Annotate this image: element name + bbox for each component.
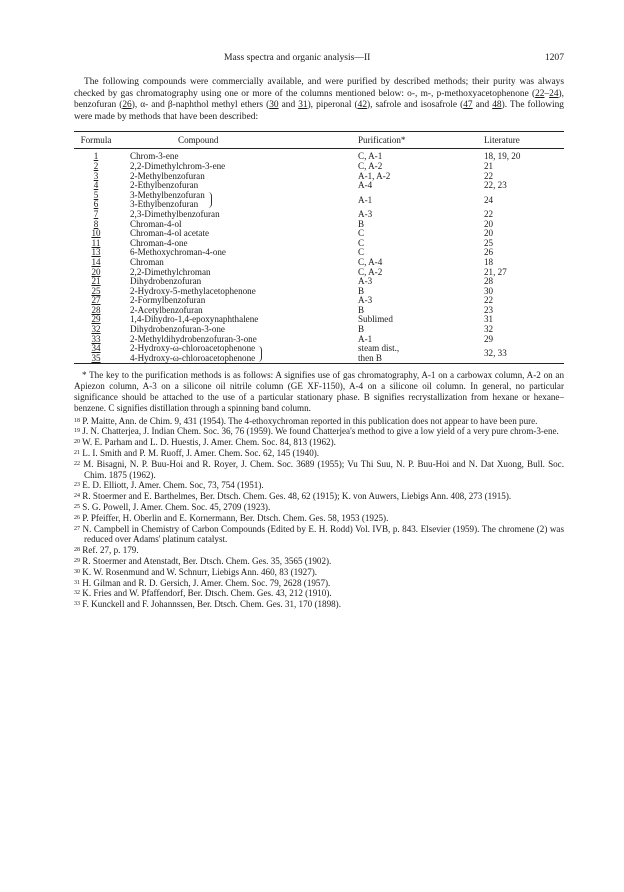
literature-refs: 21 xyxy=(484,160,494,171)
literature-refs: 28 xyxy=(484,276,494,287)
literature-refs: 26 xyxy=(484,247,494,258)
compound-name: Dihydrobenzofuran-3-one xyxy=(130,324,225,335)
table-header-row xyxy=(74,132,564,149)
purification-key-footnote: * The key to the purification methods is as follows: A signifies use of gas chromatography, A-1 on a carbowax column, A-2 on an Apiezon column, A-3 on a silicone oil nitrile column (GE XF-1150), A-4 on a silicone oil column. In general, no particular significance should be attached to the use of a particular stationary phase. B signifies recrystallization from hexane or hexane–benzene. C signifies distillation through a spinning band column. xyxy=(74,370,564,413)
literature-refs: 32 xyxy=(484,324,494,335)
purification-method: C, A-2 xyxy=(358,266,383,277)
purification-method: C xyxy=(358,237,365,248)
purification-method: A-3 xyxy=(358,295,373,306)
literature-refs: 22 xyxy=(484,170,494,181)
literature-refs: 20 xyxy=(484,228,494,239)
reference-number: 23 xyxy=(74,482,80,489)
compound-name: 2,2-Dimethylchrom-3-ene xyxy=(130,160,226,171)
reference-text: P. Maitte, Ann. de Chim. 9, 431 (1954). The 4-ethoxychroman reported in this publication does not appear to have been pure. xyxy=(82,415,538,426)
literature-refs: 22 xyxy=(484,208,494,219)
compound-name: Chroman-4-ol xyxy=(130,218,182,229)
purification-method: C, A-1 xyxy=(358,151,383,162)
formula-number: 10 xyxy=(91,228,101,239)
formula-number: 28 xyxy=(91,304,101,315)
formula-number: 7 xyxy=(93,208,99,219)
reference-item xyxy=(74,448,564,459)
formula-number: 33 xyxy=(91,333,101,344)
reference-number: 21 xyxy=(74,450,80,457)
formula-number: 25 xyxy=(91,285,101,296)
reference-list xyxy=(74,416,564,610)
formula-number: 5 6 xyxy=(93,189,99,210)
reference-item xyxy=(74,599,564,610)
reference-number: 32 xyxy=(74,590,80,597)
literature-refs: 30 xyxy=(484,285,494,296)
formula-number: 21 xyxy=(91,276,101,287)
header-compound: Compound xyxy=(178,135,219,146)
footnotes xyxy=(74,370,564,610)
purification-method: B xyxy=(358,218,365,229)
reference-number: 25 xyxy=(74,504,80,510)
formula-number: 27 xyxy=(91,295,101,306)
purification-method: A-3 xyxy=(358,208,373,219)
purification-method: Sublimed xyxy=(358,314,393,325)
reference-number: 29 xyxy=(74,557,80,564)
reference-item xyxy=(74,524,564,546)
compound-name: 2-Methylbenzofuran xyxy=(130,170,205,181)
reference-number: 31 xyxy=(74,579,80,586)
compound-name: Chroman xyxy=(130,256,164,267)
brace-mark xyxy=(257,346,262,362)
reference-number: 19 xyxy=(74,428,80,435)
formula-number: 11 xyxy=(91,237,101,248)
compound-name: 2,3-Dimethylbenzofuran xyxy=(130,208,220,219)
header-purification: Purification* xyxy=(358,135,406,146)
literature-refs: 32, 33 xyxy=(484,348,507,359)
literature-refs: 23 xyxy=(484,304,494,315)
formula-number: 8 xyxy=(93,218,99,229)
formula-number: 14 xyxy=(91,256,101,267)
page-number: 1207 xyxy=(544,52,564,63)
reference-text: L. I. Smith and P. M. Ruoff, J. Amer. Chem. Soc. 62, 145 (1940). xyxy=(82,448,320,459)
purification-method: A-3 xyxy=(358,276,373,287)
brace-mark xyxy=(207,192,212,208)
table-body xyxy=(74,149,564,364)
reference-item xyxy=(74,545,564,556)
compound-name: 2-Methyldihydrobenzofuran-3-one xyxy=(130,333,257,344)
reference-text: Ref. 27, p. 179. xyxy=(82,545,139,556)
literature-refs: 31 xyxy=(484,314,494,325)
reference-number: 26 xyxy=(74,514,80,521)
compound-name: Dihydrobenzofuran xyxy=(130,276,202,287)
reference-text: K. Fries and W. Pfaffendorf, Ber. Dtsch. Chem. Ges. 43, 212 (1910). xyxy=(82,588,332,599)
header-literature: Literature xyxy=(484,135,520,146)
compound-name: Chrom-3-ene xyxy=(130,151,179,162)
reference-text: F. Kunckell and F. Johannssen, Ber. Dtsch. Chem. Ges. 31, 170 (1898). xyxy=(82,599,341,610)
reference-text: R. Stoermer and E. Barthelmes, Ber. Dtsch. Chem. Ges. 48, 62 (1915); K. von Auwers, Liebigs Ann. 408, 273 (1915). xyxy=(82,491,512,502)
reference-item xyxy=(74,513,564,524)
running-header xyxy=(74,52,564,68)
compound-name: 1,4-Dihydro-1,4-epoxynaphthalene xyxy=(130,314,259,325)
reference-text: K. W. Rosenmund and W. Schnurr, Liebigs Ann. 460, 83 (1927). xyxy=(82,566,318,577)
reference-item xyxy=(74,416,564,427)
compound-name: 2-Ethylbenzofuran xyxy=(130,180,199,191)
reference-item xyxy=(74,426,564,437)
compounds-table xyxy=(74,131,564,364)
formula-number: 32 xyxy=(91,324,101,335)
compound-name: 6-Methoxychroman-4-one xyxy=(130,247,226,258)
reference-item xyxy=(74,437,564,448)
purification-method: B xyxy=(358,324,365,335)
reference-item xyxy=(74,480,564,491)
reference-text: S. G. Powell, J. Amer. Chem. Soc. 45, 2709 (1923). xyxy=(82,502,271,512)
literature-refs: 21, 27 xyxy=(484,266,507,277)
running-title: Mass spectra and organic analysis—II xyxy=(224,52,371,63)
intro-paragraph: The following compounds were commercially available, and were purified by described methods; their purity was always checked by gas chromatography using one or more of the columns mentioned below: o-, m-, p-methoxyacetophenone (22–24), benzofuran (26), α- and β-naphthol methyl ethers (30 and 31), piperonal (42), safrole and isosafrole (47 and 48). The following were made by methods that have been described: xyxy=(74,77,564,122)
reference-number: 28 xyxy=(74,547,80,554)
purification-method: C, A-2 xyxy=(358,160,383,171)
formula-number: 34 35 xyxy=(91,343,101,363)
purification-method: A-1 xyxy=(358,333,373,344)
purification-method: A-4 xyxy=(358,180,373,191)
literature-refs: 18 xyxy=(484,256,494,267)
compound-name: 2-Hydroxy-ω-chloroacetophenone 4-Hydroxy-ω-chloroacetophenone xyxy=(118,344,340,364)
literature-refs: 24 xyxy=(484,194,494,205)
literature-refs: 25 xyxy=(484,237,494,248)
table-row-group xyxy=(74,344,564,364)
reference-item xyxy=(74,588,564,599)
reference-item xyxy=(74,567,564,578)
reference-number: 27 xyxy=(74,525,80,532)
purification-method: B xyxy=(358,304,365,315)
reference-text: E. D. Elliott, J. Amer. Chem. Soc, 73, 754 (1951). xyxy=(82,480,264,491)
table-row xyxy=(74,149,564,162)
header-formula: Formula xyxy=(80,135,112,146)
literature-refs: 22, 23 xyxy=(484,180,507,191)
reference-number: 22 xyxy=(74,460,80,467)
reference-text: W. E. Parham and L. D. Huestis, J. Amer. Chem. Soc. 84, 813 (1962). xyxy=(82,437,336,448)
purification-method: A-1 xyxy=(358,194,373,205)
formula-number: 13 xyxy=(91,247,101,258)
reference-text: N. Campbell in Chemistry of Carbon Compounds (Edited by E. H. Rodd) Vol. IVB, p. 843. Elsevier (1959). The chromene (2) was reduced over Adams' platinum catalyst. xyxy=(82,523,564,545)
compound-name: 2-Formylbenzofuran xyxy=(130,295,206,306)
literature-refs: 20 xyxy=(484,218,494,229)
formula-number: 4 xyxy=(93,180,99,191)
formula-number: 1 xyxy=(93,151,99,162)
reference-text: R. Stoermer and Atenstadt, Ber. Dtsch. Chem. Ges. 35, 3565 (1902). xyxy=(82,555,332,566)
reference-number: 30 xyxy=(74,568,80,575)
purification-method: C xyxy=(358,247,365,258)
reference-text: P. Pfeiffer, H. Oberlin and E. Kornermann, Ber. Dtsch. Chem. Ges. 58, 1953 (1925). xyxy=(82,512,389,523)
reference-text: M. Bisagni, N. P. Buu-Hoi and R. Royer, J. Chem. Soc. 3689 (1955); Vu Thi Suu, N. P. Buu-Hoi and N. Dat Xuong, Bull. Soc. Chim. 1875 (1962). xyxy=(83,458,564,480)
purification-method: C xyxy=(358,228,365,239)
compound-name: 2-Acetylbenzofuran xyxy=(130,304,203,315)
compound-name: 2,2-Dimethylchroman xyxy=(130,266,211,277)
table-row-group xyxy=(74,191,564,210)
reference-text: H. Gilman and R. D. Gersich, J. Amer. Chem. Soc. 79, 2628 (1957). xyxy=(82,577,331,588)
reference-number: 20 xyxy=(74,439,80,446)
reference-item xyxy=(74,578,564,589)
reference-item xyxy=(74,502,564,513)
purification-method: A-1, A-2 xyxy=(358,170,391,181)
reference-item xyxy=(74,556,564,567)
reference-item xyxy=(74,491,564,502)
reference-text: J. N. Chatterjea, J. Indian Chem. Soc. 36, 76 (1959). We found Chatterjea's method to give a low yield of a very pure chrom-3-ene. xyxy=(82,426,559,437)
formula-number: 29 xyxy=(91,314,101,325)
reference-number: 24 xyxy=(74,493,80,500)
purification-method: C, A-4 xyxy=(358,256,383,267)
reference-number: 18 xyxy=(74,417,80,424)
purification-method: steam dist., then B xyxy=(358,343,400,363)
formula-number: 3 xyxy=(93,170,99,181)
compound-name: 2-Hydroxy-5-methylacetophenone xyxy=(130,285,256,296)
compound-name: Chroman-4-ol acetate xyxy=(130,228,210,239)
formula-number: 2 xyxy=(93,160,99,171)
reference-item xyxy=(74,459,564,481)
literature-refs: 22 xyxy=(484,295,494,306)
purification-method: B xyxy=(358,285,365,296)
literature-refs: 18, 19, 20 xyxy=(484,151,521,162)
paper-page xyxy=(74,52,564,610)
literature-refs: 29 xyxy=(484,333,494,344)
formula-number: 20 xyxy=(91,266,101,277)
compound-name: 3-Methylbenzofuran 3-Ethylbenzofuran xyxy=(118,191,340,210)
reference-number: 33 xyxy=(74,601,80,608)
compound-name: Chroman-4-one xyxy=(130,237,188,248)
